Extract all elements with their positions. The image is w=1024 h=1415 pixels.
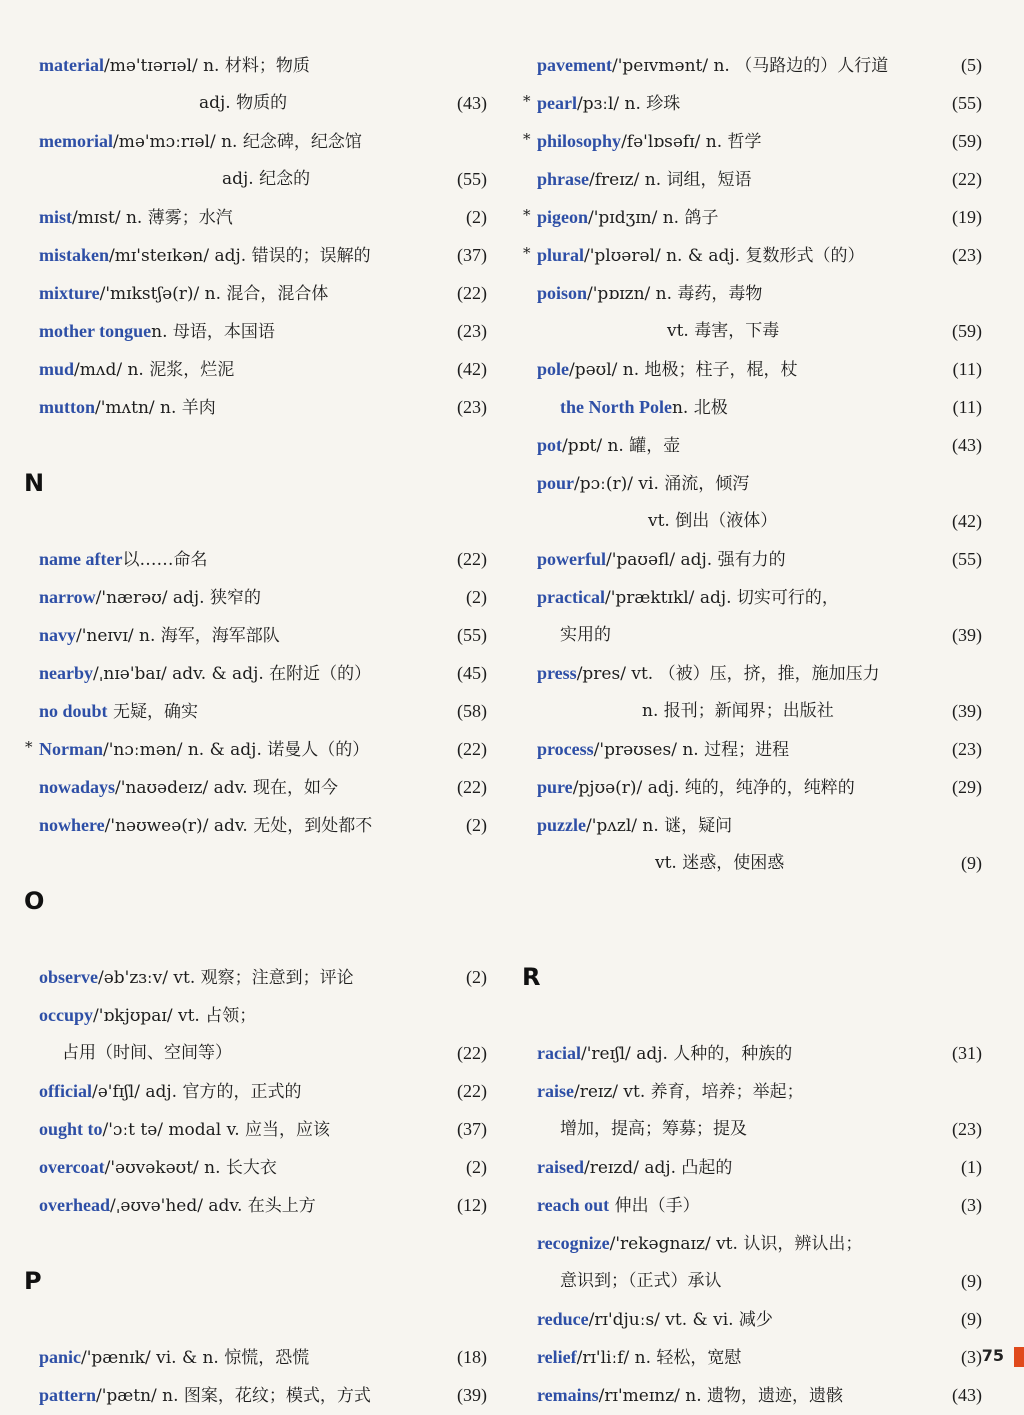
headword: mixture — [39, 283, 100, 303]
headword: nearby — [39, 663, 93, 683]
headword: mistaken — [39, 245, 110, 265]
entry-line — [522, 768, 984, 806]
headword: plural — [537, 245, 585, 265]
definition: /'neɪvɪ/ n. 海军，海军部队 — [76, 626, 280, 646]
headword: philosophy — [537, 131, 622, 151]
unit-reference: (1) — [961, 1157, 982, 1177]
definition: 伸出（手） — [609, 1196, 700, 1216]
definition: /pjʊə(r)/ adj. 纯的，纯净的，纯粹的 — [572, 778, 855, 798]
unit-reference: (22) — [457, 1043, 487, 1063]
entry-line — [24, 236, 489, 274]
entry-line — [522, 388, 984, 426]
unit-reference: (39) — [952, 625, 982, 645]
entry-line — [522, 160, 984, 198]
unit-reference: (37) — [457, 1119, 487, 1139]
unit-reference: (45) — [457, 663, 487, 683]
headword: pigeon — [537, 207, 589, 227]
unit-reference: (43) — [952, 1385, 982, 1405]
headword: occupy — [39, 1005, 93, 1025]
unit-reference: (9) — [961, 1271, 982, 1291]
definition: /'mʌtn/ n. 羊肉 — [95, 398, 216, 418]
entry-line — [24, 806, 489, 844]
definition: n. 北极 — [671, 398, 728, 418]
unit-reference: (23) — [952, 739, 982, 759]
headword: official — [39, 1081, 92, 1101]
unit-reference: (3) — [961, 1195, 982, 1215]
unit-reference: (9) — [961, 1309, 982, 1329]
unit-reference: (5) — [961, 55, 982, 75]
unit-reference: (22) — [952, 169, 982, 189]
unit-reference: (18) — [457, 1347, 487, 1367]
definition: /mə'mɔːrɪəl/ n. 纪念碑，纪念馆 — [112, 132, 362, 152]
definition: /freɪz/ n. 词组，短语 — [589, 170, 752, 190]
headword: the North Pole — [560, 397, 672, 417]
definition: /'ɒkjʊpaɪ/ vt. 占领； — [93, 1006, 257, 1026]
entry-line — [522, 1376, 984, 1414]
definition: /'pænɪk/ vi. & n. 惊慌，恐慌 — [81, 1348, 310, 1368]
entry-line — [24, 540, 489, 578]
entry-line — [24, 350, 489, 388]
definition: /mʌd/ n. 泥浆，烂泥 — [74, 360, 235, 380]
headword: narrow — [39, 587, 96, 607]
definition: /rɪ'djuːs/ vt. & vi. 减少 — [588, 1310, 773, 1330]
entry-line — [522, 1148, 984, 1186]
unit-reference: (42) — [952, 511, 982, 531]
new-word-marker: * — [523, 244, 531, 262]
entry-line — [24, 122, 489, 160]
headword: pour — [537, 473, 575, 493]
definition: /rɪ'meɪnz/ n. 遗物，遗迹，遗骸 — [598, 1386, 844, 1406]
definition: n. 母语，本国语 — [151, 322, 275, 342]
definition: /'reɪʃl/ adj. 人种的，种族的 — [580, 1044, 793, 1064]
unit-reference: (29) — [952, 777, 982, 797]
entry-line — [24, 274, 489, 312]
page-number: 75 — [981, 1346, 1004, 1365]
entry-line — [522, 1224, 984, 1262]
entry-line — [522, 502, 984, 540]
unit-reference: (55) — [457, 169, 487, 189]
entry-line — [24, 996, 489, 1034]
definition: /'prəʊses/ n. 过程；进程 — [593, 740, 790, 760]
definition: /reɪzd/ adj. 凸起的 — [584, 1158, 733, 1178]
definition: 增加，提高；筹募；提及 — [560, 1119, 747, 1139]
entry-line — [522, 730, 984, 768]
spacer — [522, 996, 984, 1034]
unit-reference: (23) — [457, 397, 487, 417]
definition: adj. 纪念的 — [222, 169, 311, 189]
definition: /'præktɪkl/ adj. 切实可行的， — [604, 588, 839, 608]
definition: /'mɪkstʃə(r)/ n. 混合，混合体 — [99, 284, 329, 304]
unit-reference: (11) — [952, 397, 982, 417]
definition: /'nɔːmən/ n. & adj. 诺曼人（的） — [103, 740, 370, 760]
headword: pattern — [39, 1385, 96, 1405]
definition: 意识到；（正式）承认 — [560, 1271, 722, 1291]
entry-line — [522, 806, 984, 844]
unit-reference: (37) — [457, 245, 487, 265]
spacer — [24, 1224, 489, 1262]
section-letter: N — [24, 469, 45, 497]
unit-reference: (55) — [952, 549, 982, 569]
definition: /'pɪdʒɪn/ n. 鸽子 — [588, 208, 719, 228]
definition: /mɪst/ n. 薄雾；水汽 — [72, 208, 233, 228]
headword: mud — [39, 359, 75, 379]
right-column — [522, 46, 984, 1414]
entry-line — [522, 616, 984, 654]
spacer — [24, 1300, 489, 1338]
definition: /'paʊəfl/ adj. 强有力的 — [606, 550, 786, 570]
definition: adj. 物质的 — [199, 93, 288, 113]
headword: press — [537, 663, 577, 683]
entry-line — [522, 84, 984, 122]
unit-reference: (59) — [952, 321, 982, 341]
unit-reference: (43) — [952, 435, 982, 455]
unit-reference: (59) — [952, 131, 982, 151]
headword: no doubt — [39, 701, 108, 721]
entry-line — [24, 388, 489, 426]
entry-line — [24, 160, 489, 198]
headword: mist — [39, 207, 72, 227]
entry-line — [24, 1376, 489, 1414]
entry-line — [24, 1034, 489, 1072]
headword: pole — [537, 359, 570, 379]
headword: ought to — [39, 1119, 103, 1139]
unit-reference: (55) — [952, 93, 982, 113]
headword: nowadays — [39, 777, 116, 797]
entry-line — [24, 1110, 489, 1148]
entry-line — [24, 84, 489, 122]
definition: /'rekəgnaɪz/ vt. 认识，辨认出； — [609, 1234, 863, 1254]
spacer — [522, 882, 984, 920]
unit-reference: (2) — [466, 207, 487, 227]
unit-reference: (23) — [457, 321, 487, 341]
headword: pure — [537, 777, 573, 797]
entry-line — [24, 958, 489, 996]
headword: practical — [537, 587, 605, 607]
new-word-marker: * — [523, 130, 531, 148]
spacer — [24, 920, 489, 958]
definition: /əb'zɜːv/ vt. 观察；注意到；评论 — [97, 968, 354, 988]
headword: raise — [537, 1081, 574, 1101]
page-edge-marker — [1014, 1347, 1024, 1367]
unit-reference: (2) — [466, 967, 487, 987]
definition: /mə'tɪərɪəl/ n. 材料；物质 — [103, 56, 310, 76]
spacer — [522, 920, 984, 958]
entry-line — [522, 122, 984, 160]
definition: /reɪz/ vt. 养育，培养；举起； — [573, 1082, 804, 1102]
headword: mutton — [39, 397, 96, 417]
unit-reference: (22) — [457, 739, 487, 759]
headword: relief — [537, 1347, 577, 1367]
unit-reference: (58) — [457, 701, 487, 721]
entry-line — [24, 1072, 489, 1110]
definition: /'pʌzl/ n. 谜，疑问 — [586, 816, 733, 836]
headword: process — [537, 739, 594, 759]
definition: /pɔː(r)/ vi. 涌流，倾泻 — [574, 474, 750, 494]
headword: puzzle — [537, 815, 586, 835]
headword: overcoat — [39, 1157, 105, 1177]
entry-line — [24, 198, 489, 236]
unit-reference: (23) — [952, 1119, 982, 1139]
entry-line — [522, 274, 984, 312]
entry-line — [24, 692, 489, 730]
left-column — [24, 46, 489, 1414]
definition: /mɪ'steɪkən/ adj. 错误的；误解的 — [109, 246, 371, 266]
definition: /ˌnɪə'baɪ/ adv. & adj. 在附近（的） — [93, 664, 372, 684]
definition: /'ɔːt tə/ modal v. 应当，应该 — [102, 1120, 331, 1140]
definition: /'naʊədeɪz/ adv. 现在，如今 — [115, 778, 338, 798]
definition: /pɜːl/ n. 珍珠 — [577, 94, 681, 114]
new-word-marker: * — [523, 92, 531, 110]
entry-line — [522, 1110, 984, 1148]
unit-reference: (2) — [466, 1157, 487, 1177]
unit-reference: (39) — [457, 1385, 487, 1405]
headword: pavement — [537, 55, 612, 75]
headword: mother tongue — [39, 321, 152, 341]
entry-line — [522, 578, 984, 616]
entry-line — [522, 46, 984, 84]
entry-line — [24, 312, 489, 350]
unit-reference: (12) — [457, 1195, 487, 1215]
headword: observe — [39, 967, 98, 987]
new-word-marker: * — [523, 206, 531, 224]
section-letter: O — [24, 887, 45, 915]
definition: vt. 迷惑，使困惑 — [655, 853, 785, 873]
definition: 占用（时间、空间等） — [62, 1043, 232, 1063]
headword: remains — [537, 1385, 599, 1405]
definition: /pəʊl/ n. 地极；柱子，棍，杖 — [569, 360, 798, 380]
unit-reference: (22) — [457, 1081, 487, 1101]
headword: reduce — [537, 1309, 589, 1329]
headword: poison — [537, 283, 588, 303]
headword: Norman — [39, 739, 103, 759]
unit-reference: (22) — [457, 283, 487, 303]
headword: pot — [537, 435, 563, 455]
entry-line — [522, 1338, 984, 1376]
definition: /'plʊərəl/ n. & adj. 复数形式（的） — [584, 246, 865, 266]
definition: /ˌəʊvə'hed/ adv. 在头上方 — [110, 1196, 316, 1216]
entry-line — [522, 198, 984, 236]
entry-line — [24, 46, 489, 84]
entry-line — [24, 578, 489, 616]
entry-line — [522, 426, 984, 464]
unit-reference: (3) — [961, 1347, 982, 1367]
unit-reference: (11) — [952, 359, 982, 379]
entry-line — [522, 540, 984, 578]
unit-reference: (23) — [952, 245, 982, 265]
definition: /'pɒɪzn/ n. 毒药，毒物 — [587, 284, 763, 304]
unit-reference: (22) — [457, 549, 487, 569]
definition: /pres/ vt. （被）压，挤，推，施加压力 — [576, 664, 880, 684]
entry-line — [522, 312, 984, 350]
entry-line — [522, 692, 984, 730]
headword: panic — [39, 1347, 82, 1367]
headword: memorial — [39, 131, 113, 151]
entry-line — [522, 1034, 984, 1072]
definition: n. 报刊；新闻界；出版社 — [642, 701, 834, 721]
definition: 无疑，确实 — [107, 702, 198, 722]
definition: vt. 毒害，下毒 — [667, 321, 780, 341]
section-letter: P — [24, 1267, 42, 1295]
unit-reference: (55) — [457, 625, 487, 645]
definition: /rɪ'liːf/ n. 轻松，宽慰 — [576, 1348, 742, 1368]
headword: nowhere — [39, 815, 105, 835]
entry-line — [24, 654, 489, 692]
spacer — [24, 426, 489, 464]
entry-line — [522, 1186, 984, 1224]
unit-reference: (42) — [457, 359, 487, 379]
entry-line — [522, 654, 984, 692]
headword: racial — [537, 1043, 581, 1063]
unit-reference: (43) — [457, 93, 487, 113]
entry-line — [522, 844, 984, 882]
new-word-marker: * — [25, 738, 33, 756]
definition: /'əʊvəkəʊt/ n. 长大衣 — [104, 1158, 277, 1178]
entry-line — [522, 464, 984, 502]
unit-reference: (39) — [952, 701, 982, 721]
entry-line — [522, 236, 984, 274]
definition: vt. 倒出（液体） — [648, 511, 778, 531]
entry-line — [522, 1300, 984, 1338]
headword: phrase — [537, 169, 590, 189]
definition: /pɒt/ n. 罐，壶 — [562, 436, 681, 456]
definition: 实用的 — [560, 625, 611, 645]
entry-line — [522, 350, 984, 388]
unit-reference: (2) — [466, 587, 487, 607]
definition: /'nəʊweə(r)/ adv. 无处，到处都不 — [104, 816, 373, 836]
headword: reach out — [537, 1195, 610, 1215]
entry-line — [522, 1072, 984, 1110]
definition: /'peɪvmənt/ n. （马路边的）人行道 — [612, 56, 889, 76]
definition: /'pætn/ n. 图案，花纹；模式，方式 — [96, 1386, 371, 1406]
definition: /ə'fɪʃl/ adj. 官方的，正式的 — [91, 1082, 302, 1102]
definition: /fə'lɒsəfɪ/ n. 哲学 — [621, 132, 762, 152]
definition: /'nærəʊ/ adj. 狭窄的 — [95, 588, 261, 608]
entry-line — [24, 616, 489, 654]
unit-reference: (22) — [457, 777, 487, 797]
entry-line — [24, 768, 489, 806]
entry-line — [24, 1338, 489, 1376]
headword: navy — [39, 625, 77, 645]
headword: powerful — [537, 549, 606, 569]
unit-reference: (19) — [952, 207, 982, 227]
headword: recognize — [537, 1233, 610, 1253]
headword: pearl — [537, 93, 577, 113]
headword: name after — [39, 549, 123, 569]
headword: overhead — [39, 1195, 110, 1215]
unit-reference: (2) — [466, 815, 487, 835]
unit-reference: (9) — [961, 853, 982, 873]
spacer — [24, 844, 489, 882]
section-letter: R — [522, 963, 541, 991]
headword: raised — [537, 1157, 584, 1177]
entry-line — [24, 730, 489, 768]
headword: material — [39, 55, 104, 75]
definition: 以……命名 — [122, 550, 208, 570]
entry-line — [24, 1186, 489, 1224]
entry-line — [522, 1262, 984, 1300]
entry-line — [24, 1148, 489, 1186]
spacer — [24, 502, 489, 540]
unit-reference: (31) — [952, 1043, 982, 1063]
